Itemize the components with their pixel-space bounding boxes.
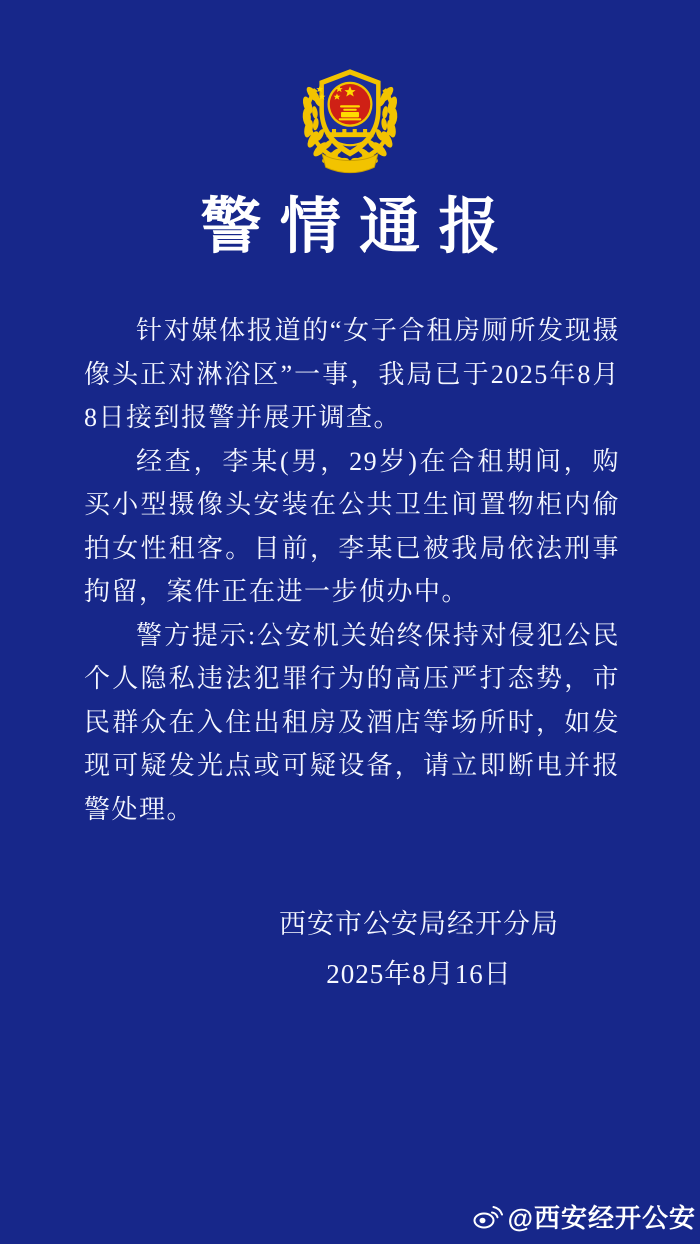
notice-body	[84, 309, 620, 831]
paragraph-police-tip: 警方提示:公安机关始终保持对侵犯公民个人隐私违法犯罪行为的高压严打态势，市民群众在入住出租房及酒店等场所时，如发现可疑发光点或可疑设备，请立即断电并报警处理。	[84, 620, 620, 824]
watermark-handle: @西安经开公安	[507, 1203, 696, 1233]
notice-date: 2025年8月16日	[326, 959, 512, 989]
paragraph-report: 针对媒体报道的“女子合租房厕所发现摄像头正对淋浴区”一事，我局已于2025年8月8日接到报警并展开调查。	[84, 316, 620, 432]
paragraph-investigation: 经查，李某(男，29岁)在合租期间，购买小型摄像头安装在公共卫生间置物柜内偷拍女性租客。目前，李某已被我局依法刑事拘留，案件正在进一步侦办中。	[84, 446, 620, 606]
police-badge-icon	[296, 58, 404, 174]
watermark	[473, 1198, 696, 1235]
notice-title: 警情通报	[200, 194, 518, 261]
signature-block	[277, 899, 561, 999]
agency-name: 西安市公安局经开分局	[279, 909, 559, 939]
weibo-icon	[473, 1203, 503, 1230]
